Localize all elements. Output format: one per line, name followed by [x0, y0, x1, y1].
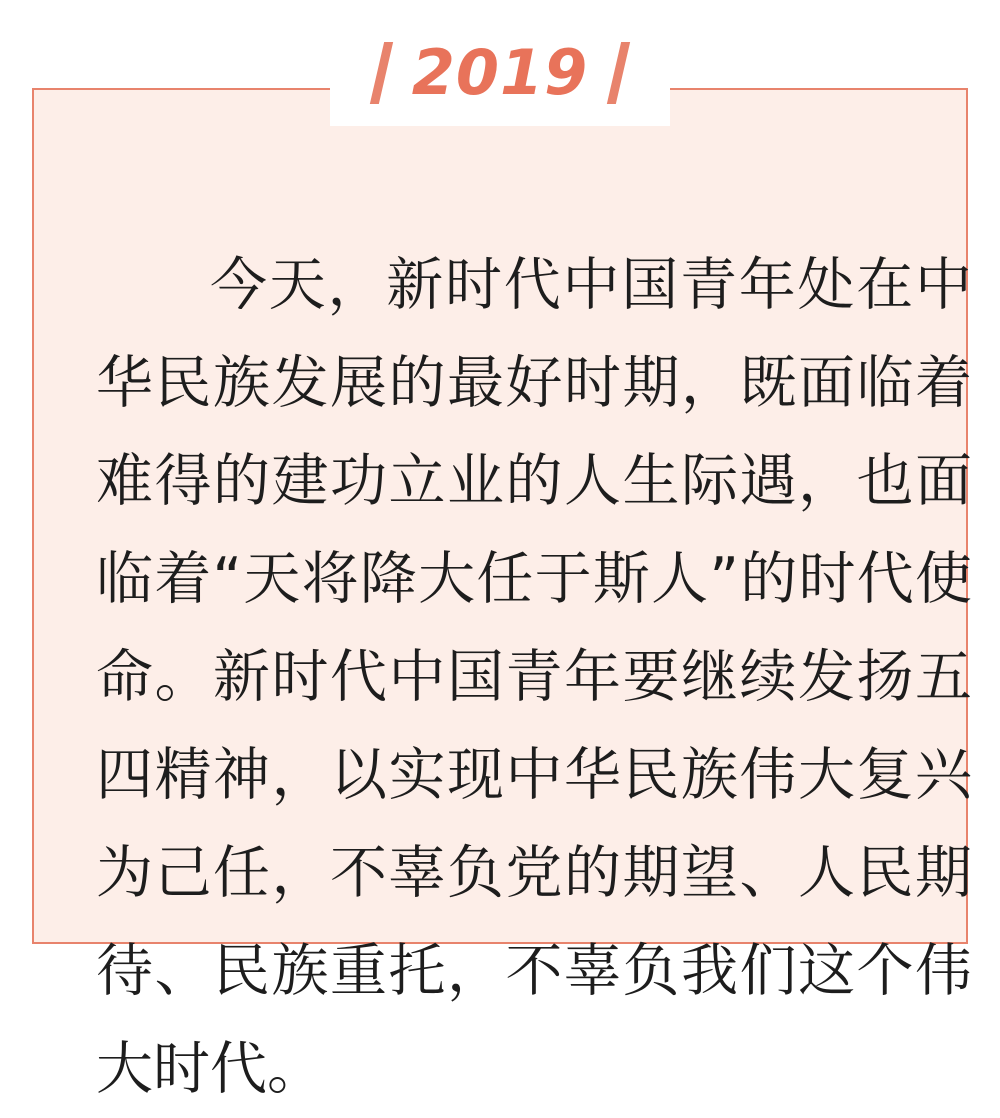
content-panel: [32, 88, 972, 1102]
slash-mark-icon-left: [370, 42, 393, 104]
year-badge: [330, 34, 670, 112]
body-paragraph: 今天，新时代中国青年处在中华民族发展的最好时期，既面临着难得的建功立业的人生际遇，也面临着“天将降大任于斯人”的时代使命。新时代中国青年要继续发扬五四精神，以实现中华民族伟大复兴为己任，不辜负党的期望、人民期待、民族重托，不辜负我们这个伟大时代。: [96, 252, 972, 1102]
slash-mark-icon-right: [607, 42, 630, 104]
year-label: 2019: [411, 36, 589, 109]
